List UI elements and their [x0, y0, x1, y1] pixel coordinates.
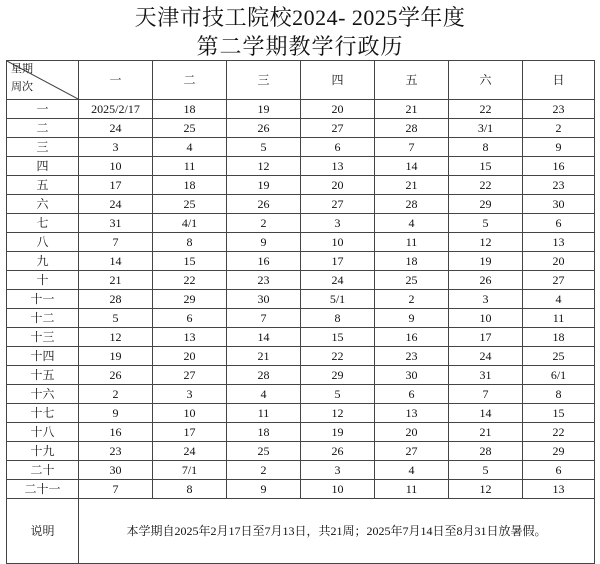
- date-cell: 7: [79, 480, 153, 499]
- date-cell: 12: [301, 404, 375, 423]
- date-cell: 14: [227, 328, 301, 347]
- date-cell: 9: [79, 404, 153, 423]
- week-number-cell: 二十一: [7, 480, 79, 499]
- week-row: [7, 195, 595, 214]
- date-cell: 2: [227, 214, 301, 233]
- date-cell: 8: [449, 138, 523, 157]
- date-cell: 30: [227, 290, 301, 309]
- date-cell: 24: [153, 442, 227, 461]
- date-cell: 8: [153, 480, 227, 499]
- weekday-header: 日: [523, 61, 595, 100]
- date-cell: 16: [79, 423, 153, 442]
- date-cell: 25: [153, 195, 227, 214]
- week-row: [7, 252, 595, 271]
- date-cell: 14: [449, 404, 523, 423]
- date-cell: 2: [523, 119, 595, 138]
- date-cell: 13: [523, 233, 595, 252]
- date-cell: 6: [301, 138, 375, 157]
- note-label: 说明: [7, 499, 79, 564]
- date-cell: 5: [227, 138, 301, 157]
- date-cell: 18: [227, 423, 301, 442]
- date-cell: 3: [301, 461, 375, 480]
- date-cell: 27: [301, 195, 375, 214]
- date-cell: 4/1: [153, 214, 227, 233]
- date-cell: 26: [301, 442, 375, 461]
- date-cell: 7/1: [153, 461, 227, 480]
- date-cell: 10: [79, 157, 153, 176]
- date-cell: 21: [375, 100, 449, 119]
- week-number-cell: 十四: [7, 347, 79, 366]
- week-number-cell: 十三: [7, 328, 79, 347]
- date-cell: 9: [227, 480, 301, 499]
- date-cell: 5: [301, 385, 375, 404]
- date-cell: 13: [301, 157, 375, 176]
- date-cell: 23: [79, 442, 153, 461]
- date-cell: 11: [375, 233, 449, 252]
- date-cell: 17: [449, 328, 523, 347]
- header-row: [7, 61, 595, 100]
- date-cell: 15: [301, 328, 375, 347]
- date-cell: 6: [523, 214, 595, 233]
- date-cell: 4: [227, 385, 301, 404]
- corner-weekday-label: 星期: [11, 63, 33, 75]
- date-cell: 19: [227, 176, 301, 195]
- date-cell: 27: [523, 271, 595, 290]
- date-cell: 3: [449, 290, 523, 309]
- weekday-header: 三: [227, 61, 301, 100]
- date-cell: 4: [523, 290, 595, 309]
- date-cell: 30: [79, 461, 153, 480]
- week-number-cell: 六: [7, 195, 79, 214]
- date-cell: 28: [375, 119, 449, 138]
- date-cell: 14: [375, 157, 449, 176]
- date-cell: 4: [375, 461, 449, 480]
- date-cell: 10: [449, 309, 523, 328]
- date-cell: 24: [301, 271, 375, 290]
- week-row: [7, 138, 595, 157]
- date-cell: 31: [79, 214, 153, 233]
- corner-header-cell: [7, 61, 79, 100]
- date-cell: 20: [375, 423, 449, 442]
- week-row: [7, 233, 595, 252]
- week-number-cell: 七: [7, 214, 79, 233]
- week-row: [7, 157, 595, 176]
- week-number-cell: 五: [7, 176, 79, 195]
- date-cell: 12: [449, 480, 523, 499]
- date-cell: 12: [227, 157, 301, 176]
- week-row: [7, 442, 595, 461]
- date-cell: 16: [375, 328, 449, 347]
- weekday-header: 四: [301, 61, 375, 100]
- date-cell: 3: [301, 214, 375, 233]
- date-cell: 18: [153, 176, 227, 195]
- date-cell: 22: [449, 100, 523, 119]
- date-cell: 17: [301, 252, 375, 271]
- week-number-cell: 二: [7, 119, 79, 138]
- week-number-cell: 十六: [7, 385, 79, 404]
- week-number-cell: 三: [7, 138, 79, 157]
- corner-week-label: 周次: [11, 81, 33, 93]
- date-cell: 19: [301, 423, 375, 442]
- week-row: [7, 366, 595, 385]
- date-cell: 13: [375, 404, 449, 423]
- date-cell: 7: [227, 309, 301, 328]
- note-row: [7, 499, 595, 564]
- date-cell: 29: [153, 290, 227, 309]
- date-cell: 20: [301, 176, 375, 195]
- date-cell: 24: [79, 195, 153, 214]
- date-cell: 12: [79, 328, 153, 347]
- date-cell: 22: [153, 271, 227, 290]
- date-cell: 17: [153, 423, 227, 442]
- date-cell: 25: [375, 271, 449, 290]
- date-cell: 21: [449, 423, 523, 442]
- date-cell: 2: [227, 461, 301, 480]
- date-cell: 24: [79, 119, 153, 138]
- date-cell: 5: [449, 461, 523, 480]
- date-cell: 20: [523, 252, 595, 271]
- week-row: [7, 290, 595, 309]
- date-cell: 18: [523, 328, 595, 347]
- date-cell: 15: [523, 404, 595, 423]
- weekday-header: 二: [153, 61, 227, 100]
- date-cell: 31: [449, 366, 523, 385]
- week-number-cell: 一: [7, 100, 79, 119]
- date-cell: 4: [375, 214, 449, 233]
- date-cell: 8: [301, 309, 375, 328]
- date-cell: 3: [153, 385, 227, 404]
- date-cell: 11: [153, 157, 227, 176]
- date-cell: 5/1: [301, 290, 375, 309]
- date-cell: 6: [523, 461, 595, 480]
- date-cell: 19: [79, 347, 153, 366]
- date-cell: 23: [227, 271, 301, 290]
- weekday-header: 一: [79, 61, 153, 100]
- date-cell: 29: [449, 195, 523, 214]
- date-cell: 5: [79, 309, 153, 328]
- date-cell: 2: [79, 385, 153, 404]
- date-cell: 6/1: [523, 366, 595, 385]
- document-subtitle: 第二学期教学行政历: [196, 34, 404, 59]
- date-cell: 22: [523, 423, 595, 442]
- date-cell: 30: [375, 366, 449, 385]
- week-row: [7, 347, 595, 366]
- date-cell: 11: [523, 309, 595, 328]
- date-cell: 23: [523, 176, 595, 195]
- date-cell: 16: [227, 252, 301, 271]
- date-cell: 26: [227, 119, 301, 138]
- date-cell: 16: [523, 157, 595, 176]
- date-cell: 10: [301, 480, 375, 499]
- date-cell: 25: [227, 442, 301, 461]
- week-row: [7, 100, 595, 119]
- date-cell: 22: [301, 347, 375, 366]
- date-cell: 20: [153, 347, 227, 366]
- date-cell: 23: [375, 347, 449, 366]
- date-cell: 7: [449, 385, 523, 404]
- date-cell: 21: [79, 271, 153, 290]
- date-cell: 28: [79, 290, 153, 309]
- date-cell: 17: [79, 176, 153, 195]
- week-row: [7, 480, 595, 499]
- date-cell: 13: [523, 480, 595, 499]
- week-number-cell: 十九: [7, 442, 79, 461]
- date-cell: 2025/2/17: [79, 100, 153, 119]
- weekday-header: 五: [375, 61, 449, 100]
- date-cell: 26: [227, 195, 301, 214]
- week-number-cell: 四: [7, 157, 79, 176]
- week-row: [7, 328, 595, 347]
- date-cell: 12: [449, 233, 523, 252]
- date-cell: 18: [375, 252, 449, 271]
- date-cell: 8: [153, 233, 227, 252]
- week-number-cell: 八: [7, 233, 79, 252]
- date-cell: 4: [153, 138, 227, 157]
- week-row: [7, 271, 595, 290]
- date-cell: 10: [301, 233, 375, 252]
- date-cell: 9: [227, 233, 301, 252]
- date-cell: 26: [79, 366, 153, 385]
- date-cell: 30: [523, 195, 595, 214]
- calendar-body: [7, 100, 595, 499]
- week-row: [7, 423, 595, 442]
- date-cell: 18: [153, 100, 227, 119]
- week-row: [7, 176, 595, 195]
- date-cell: 3: [79, 138, 153, 157]
- date-cell: 28: [449, 442, 523, 461]
- week-row: [7, 309, 595, 328]
- date-cell: 28: [375, 195, 449, 214]
- date-cell: 9: [523, 138, 595, 157]
- week-number-cell: 二十: [7, 461, 79, 480]
- week-number-cell: 十: [7, 271, 79, 290]
- week-row: [7, 119, 595, 138]
- date-cell: 19: [449, 252, 523, 271]
- date-cell: 22: [449, 176, 523, 195]
- date-cell: 5: [449, 214, 523, 233]
- date-cell: 8: [523, 385, 595, 404]
- week-row: [7, 461, 595, 480]
- date-cell: 29: [523, 442, 595, 461]
- date-cell: 2: [375, 290, 449, 309]
- date-cell: 3/1: [449, 119, 523, 138]
- date-cell: 15: [449, 157, 523, 176]
- date-cell: 7: [79, 233, 153, 252]
- week-row: [7, 385, 595, 404]
- week-row: [7, 404, 595, 423]
- calendar-table: [6, 60, 595, 564]
- date-cell: 14: [79, 252, 153, 271]
- date-cell: 23: [523, 100, 595, 119]
- date-cell: 27: [153, 366, 227, 385]
- date-cell: 29: [301, 366, 375, 385]
- week-row: [7, 214, 595, 233]
- document-title: 天津市技工院校2024- 2025学年度: [134, 5, 466, 30]
- date-cell: 27: [301, 119, 375, 138]
- weekday-header: 六: [449, 61, 523, 100]
- date-cell: 7: [375, 138, 449, 157]
- date-cell: 28: [227, 366, 301, 385]
- date-cell: 19: [227, 100, 301, 119]
- date-cell: 25: [523, 347, 595, 366]
- date-cell: 6: [153, 309, 227, 328]
- date-cell: 15: [153, 252, 227, 271]
- date-cell: 20: [301, 100, 375, 119]
- date-cell: 21: [375, 176, 449, 195]
- week-number-cell: 十一: [7, 290, 79, 309]
- date-cell: 10: [153, 404, 227, 423]
- week-number-cell: 十七: [7, 404, 79, 423]
- date-cell: 11: [375, 480, 449, 499]
- date-cell: 9: [375, 309, 449, 328]
- note-text: 本学期自2025年2月17日至7月13日，共21周；2025年7月14日至8月31日放暑假。: [79, 499, 595, 564]
- date-cell: 21: [227, 347, 301, 366]
- week-number-cell: 十五: [7, 366, 79, 385]
- week-number-cell: 十二: [7, 309, 79, 328]
- date-cell: 13: [153, 328, 227, 347]
- date-cell: 11: [227, 404, 301, 423]
- date-cell: 6: [375, 385, 449, 404]
- date-cell: 26: [449, 271, 523, 290]
- week-number-cell: 十八: [7, 423, 79, 442]
- date-cell: 24: [449, 347, 523, 366]
- date-cell: 27: [375, 442, 449, 461]
- week-number-cell: 九: [7, 252, 79, 271]
- date-cell: 25: [153, 119, 227, 138]
